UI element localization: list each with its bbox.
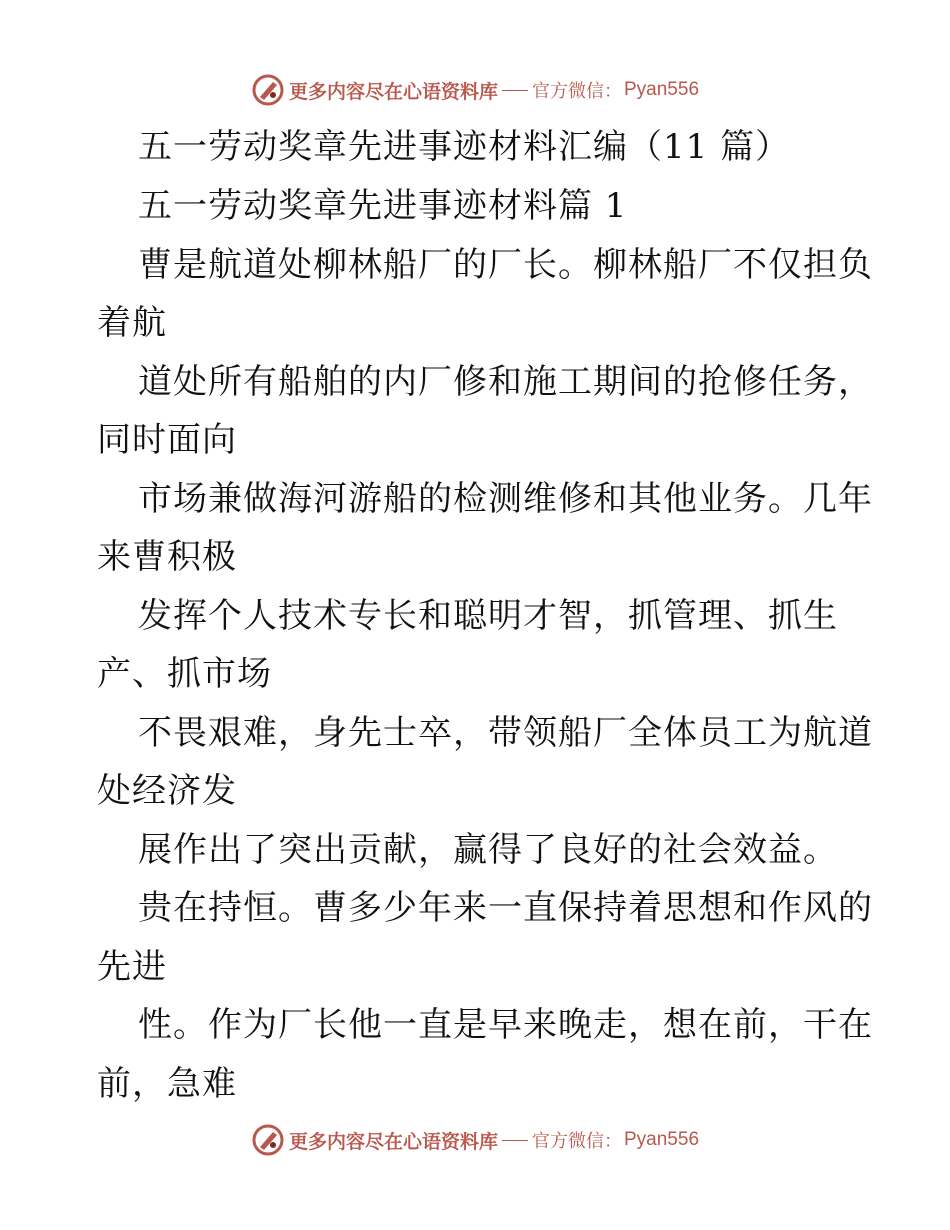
banner-wechat-handle: Pyan556 [624,1129,700,1150]
paragraph-line: 前，急难 [97,1064,237,1104]
paragraph-line: 着航 [97,303,167,343]
paragraph-line: 道处所有船舶的内厂修和施工期间的抢修任务， [138,362,873,402]
paragraph-line: 曹是航道处柳林船厂的厂长。柳林船厂不仅担负 [138,245,873,285]
paragraph-line: 展作出了突出贡献，赢得了良好的社会效益。 [138,830,838,870]
paragraph-line: 先进 [97,947,167,987]
paragraph-line: 来曹积极 [97,537,237,577]
footer-banner [0,1122,950,1158]
banner-official-label: 官方微信： [532,1131,622,1152]
paragraph-line: 处经济发 [97,771,237,811]
banner-wechat-handle: Pyan556 [624,79,700,100]
section-heading: 五一劳动奖章先进事迹材料篇 1 [138,186,628,226]
header-banner [0,72,950,108]
paragraph-line: 不畏艰难，身先士卒，带领船厂全体员工为航道 [138,713,873,753]
banner-brand: 更多内容尽在心语资料库 [288,1130,498,1153]
pen-circle-logo-icon [251,1123,285,1157]
pen-circle-logo-icon [251,73,285,107]
paragraph-line: 产、抓市场 [97,654,272,694]
banner-dash [502,1140,528,1141]
paragraph-line: 发挥个人技术专长和聪明才智，抓管理、抓生 [138,596,838,636]
paragraph-line: 市场兼做海河游船的检测维修和其他业务。几年 [138,479,873,519]
paragraph-line: 性。作为厂长他一直是早来晚走，想在前，干在 [138,1005,873,1045]
document-title: 五一劳动奖章先进事迹材料汇编（11 篇） [138,127,791,167]
banner-official-label: 官方微信： [532,81,622,102]
banner-dash [502,90,528,91]
paragraph-line: 贵在持恒。曹多少年来一直保持着思想和作风的 [138,888,873,928]
banner-brand: 更多内容尽在心语资料库 [288,80,498,103]
paragraph-line: 同时面向 [97,420,237,460]
